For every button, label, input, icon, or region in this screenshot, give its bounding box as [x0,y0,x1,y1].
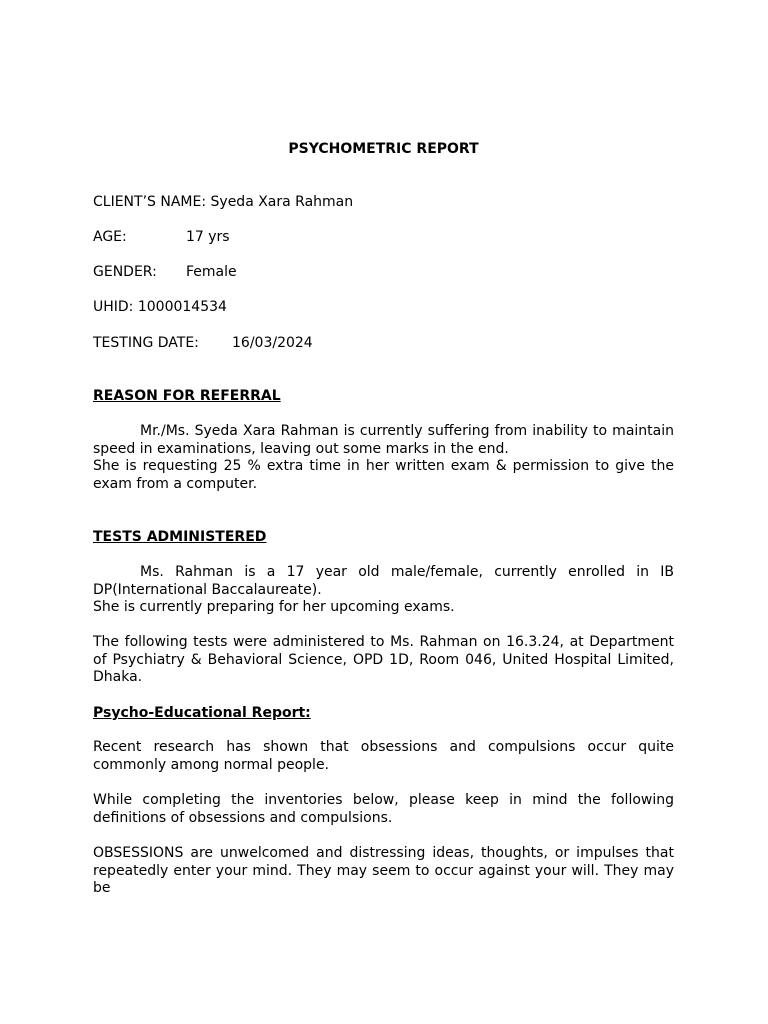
uhid-field [93,297,227,317]
reason-text-2: She is requesting 25 % extra time in her written exam & permission to give the exam from a computer. [93,458,674,492]
psycho-heading: Psycho-Educational Report: [93,705,311,721]
client-name-value: Syeda Xara Rahman [210,194,354,210]
tests-paragraph-2: The following tests were administered to Ms. Rahman on 16.3.24, at Department of Psychiatry & Behavioral Science, OPD 1D, Room 046, United Hospital Limited, Dhaka. [93,634,674,685]
client-name-label: CLIENT’S NAME: [93,194,207,210]
testing-date-field [93,333,313,353]
age-label: AGE: [93,229,127,245]
report-title: PSYCHOMETRIC REPORT [288,141,479,157]
psycho-paragraph-1: Recent research has shown that obsessions and compulsions occur quite commonly among normal people. [93,739,674,773]
reason-paragraph [93,423,674,493]
tests-text-2: She is currently preparing for her upcoming exams. [93,599,455,615]
testing-date-value: 16/03/2024 [232,335,313,351]
gender-label: GENDER: [93,264,157,280]
gender-value: Female [186,264,237,280]
age-field [93,227,230,247]
uhid-label: UHID: [93,299,134,315]
reason-heading: REASON FOR REFERRAL [93,388,281,404]
document-page [93,0,674,1024]
uhid-value: 1000014534 [137,299,227,315]
tests-paragraph-1 [93,564,674,617]
psycho-paragraph-3: OBSESSIONS are unwelcomed and distressing ideas, thoughts, or impulses that repeatedly enter your mind. They may seem to occur against your will. They may be [93,845,674,896]
tests-heading: TESTS ADMINISTERED [93,529,267,545]
testing-date-label: TESTING DATE: [93,335,199,351]
gender-field [93,262,237,282]
psycho-paragraph-2: While completing the inventories below, please keep in mind the following definitions of obsessions and compulsions. [93,792,674,826]
reason-text-1: Mr./Ms. Syeda Xara Rahman is currently suffering from inability to maintain speed in examinations, leaving out some marks in the end. [93,423,674,457]
age-value: 17 yrs [186,229,230,245]
client-name-field [93,192,353,212]
tests-text-1: Ms. Rahman is a 17 year old male/female, currently enrolled in IB DP(International Baccalaureate). [93,564,674,598]
